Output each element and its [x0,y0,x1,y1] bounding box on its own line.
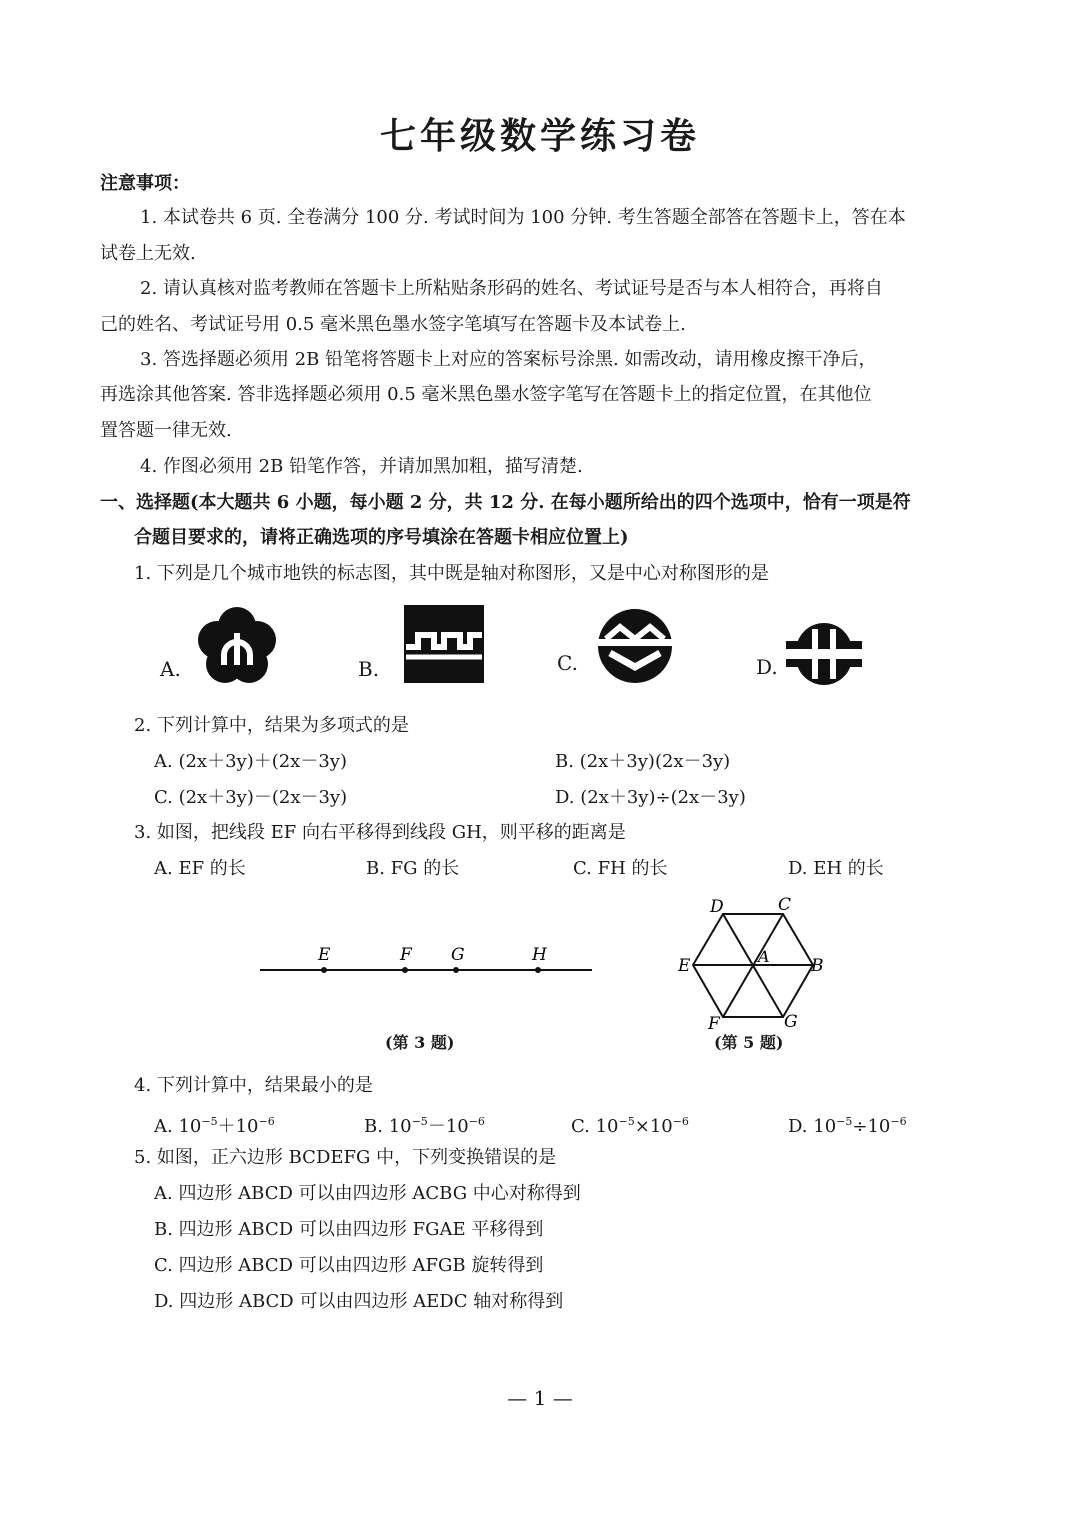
q4-d-op: ÷ [852,1116,868,1137]
q4-a-exp1: −5 [201,1115,218,1128]
q3-label-g: G [451,945,465,965]
q1-label-a: A. [160,657,181,681]
q2-option-d: D. (2x＋3y)÷(2x－3y) [555,787,746,808]
q2-option-a: A. (2x＋3y)＋(2x－3y) [154,751,347,772]
hexagon-label-c: C [778,895,792,915]
q4-option-c [571,1110,689,1139]
q3-option-c: C. FH 的长 [573,858,668,879]
q4-c-base1: 10 [595,1116,619,1137]
q5-hexagon-figure [672,890,832,1035]
notice-item-3-line-1: 3. 答选择题必须用 2B 铅笔将答题卡上对应的答案标号涂黑. 如需改动，请用橡皮擦干净后， [140,349,877,370]
subway-logo-a-icon [196,605,278,687]
q4-c-letter: C. [571,1116,590,1137]
q1-label-c: C. [557,651,578,675]
q1-label-b: B. [358,657,380,681]
q3-point-f [402,967,408,973]
q3-option-a: A. EF 的长 [154,858,246,879]
q4-option-b [364,1110,485,1139]
q3-point-e [321,967,327,973]
q4-b-base2: 10 [445,1116,469,1137]
q4-c-base2: 10 [649,1116,673,1137]
q5-option-c: C. 四边形 ABCD 可以由四边形 AFGB 旋转得到 [154,1255,544,1276]
q3-option-d: D. EH 的长 [788,858,884,879]
notice-item-4-line-1: 4. 作图必须用 2B 铅笔作答，并请加黑加粗，描写清楚. [140,456,583,477]
q3-figure-caption: (第 3 题) [385,1033,455,1052]
q4-a-base1: 10 [178,1116,202,1137]
notice-item-1-line-2: 试卷上无效. [100,243,196,264]
q2-stem: 2. 下列计算中，结果为多项式的是 [134,715,409,736]
notice-item-2-line-1: 2. 请认真核对监考教师在答题卡上所粘贴条形码的姓名、考试证号是否与本人相符合，再将自 [140,278,883,299]
q4-d-base1: 10 [813,1116,837,1137]
section1-heading-line-1: 一、选择题(本大题共 6 小题，每小题 2 分，共 12 分. 在每小题所给出的四个选项中，恰有一项是符 [100,492,911,513]
hexagon-label-b: B [811,956,824,976]
subway-logo-c-icon [596,605,674,687]
q3-stem: 3. 如图，把线段 EF 向右平移得到线段 GH，则平移的距离是 [134,822,626,843]
page-title: 七年级数学练习卷 [379,115,700,157]
q1-label-d: D. [756,655,778,679]
q4-option-a [154,1110,275,1139]
q3-option-b: B. FG 的长 [366,858,460,879]
q3-figure [258,938,598,988]
subway-logo-d-icon [786,621,862,687]
q4-option-d [788,1110,907,1139]
q1-stem: 1. 下列是几个城市地铁的标志图，其中既是轴对称图形，又是中心对称图形的是 [134,563,769,584]
q4-d-exp1: −5 [836,1115,853,1128]
q2-option-c: C. (2x＋3y)－(2x－3y) [154,787,348,808]
q5-figure-caption: (第 5 题) [714,1033,784,1052]
hexagon-label-d: D [710,897,724,917]
hexagon-label-g: G [784,1012,798,1032]
q4-b-base1: 10 [388,1116,412,1137]
q4-c-exp2: −6 [672,1115,689,1128]
hexagon-label-f: F [708,1014,720,1034]
q3-label-h: H [532,945,547,965]
q4-d-base2: 10 [867,1116,891,1137]
notice-item-3-line-2: 再选涂其他答案. 答非选择题必须用 0.5 毫米黑色墨水签字笔写在答题卡上的指定位置，在其他位 [100,384,872,405]
q4-b-letter: B. [364,1116,383,1137]
q4-a-op: ＋ [217,1116,236,1137]
q3-point-g [453,967,459,973]
notice-item-1-line-1: 1. 本试卷共 6 页. 全卷满分 100 分. 考试时间为 100 分钟. 考生答题全部答在答题卡上，答在本 [140,207,906,228]
q4-a-exp2: −6 [258,1115,275,1128]
notice-item-2-line-2: 己的姓名、考试证号用 0.5 毫米黑色墨水签字笔填写在答题卡及本试卷上. [100,314,686,335]
section1-heading-line-2: 合题目要求的，请将正确选项的序号填涂在答题卡相应位置上) [134,527,629,548]
q4-stem: 4. 下列计算中，结果最小的是 [134,1075,373,1096]
q4-b-exp1: −5 [411,1115,428,1128]
q4-a-base2: 10 [235,1116,259,1137]
q3-label-e: E [318,945,331,965]
q4-c-op: × [634,1116,650,1137]
q4-b-exp2: −6 [468,1115,485,1128]
subway-logo-b-icon [402,603,486,685]
q5-option-d: D. 四边形 ABCD 可以由四边形 AEDC 轴对称得到 [154,1291,564,1312]
q5-stem: 5. 如图，正六边形 BCDEFG 中，下列变换错误的是 [134,1147,557,1168]
notice-heading: 注意事项： [100,173,190,194]
q4-a-letter: A. [154,1116,173,1137]
page-number: — 1 — [507,1386,573,1410]
q3-point-h [535,967,541,973]
q4-b-op: － [427,1116,446,1137]
q4-c-exp1: −5 [618,1115,635,1128]
hexagon-label-e: E [678,956,691,976]
q5-option-b: B. 四边形 ABCD 可以由四边形 FGAE 平移得到 [154,1219,544,1240]
q2-option-b: B. (2x＋3y)(2x－3y) [555,751,731,772]
q4-d-exp2: −6 [890,1115,907,1128]
q4-d-letter: D. [788,1116,808,1137]
notice-item-3-line-3: 置答题一律无效. [100,420,232,441]
q3-label-f: F [400,945,412,965]
q5-option-a: A. 四边形 ABCD 可以由四边形 ACBG 中心对称得到 [154,1183,581,1204]
hexagon-label-a: A [758,947,770,966]
